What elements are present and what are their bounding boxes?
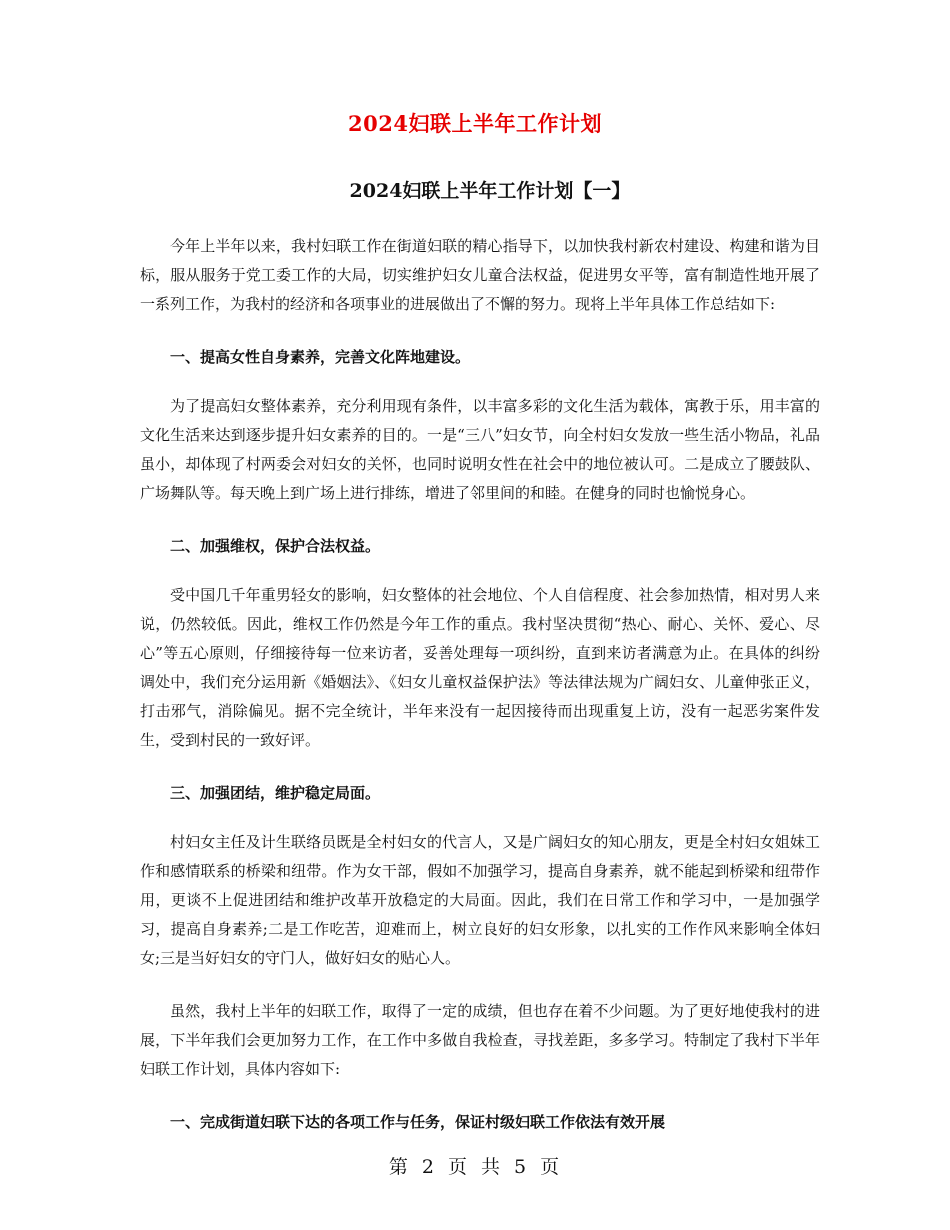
paragraph-3: 村妇女主任及计生联络员既是全村妇女的代言人，又是广阔妇女的知心朋友，更是全村妇女姐妹工作和感情联系的桥梁和纽带。作为女干部，假如不加强学习，提高自身素养，就不能起到桥梁和纽带作用，更谈不上促进团结和维护改革开放稳定的大局面。因此，我们在日常工作和学习中，一是加强学习，提高自身素养;二是工作吃苦，迎难而上，树立良好的妇女形象，以扎实的工作作风来影响全体妇女;三是当好妇女的守门人，做好妇女的贴心人。 bbox=[140, 833, 820, 967]
heading-1: 一、提高女性自身素养，完善文化阵地建设。 bbox=[170, 348, 471, 366]
section-title: 2024妇联上半年工作计划【一】 bbox=[349, 180, 631, 202]
intro-paragraph: 今年上半年以来，我村妇联工作在街道妇联的精心指导下，以加快我村新农村建设、构建和谐为目标，服从服务于党工委工作的大局，切实维护妇女儿童合法权益，促进男女平等，富有制造性地开展了一系列工作，为我村的经济和各项事业的进展做出了不懈的努力。现将上半年具体工作总结如下: bbox=[140, 237, 820, 313]
page-number-footer: 第 2 页 共 5 页 bbox=[388, 1156, 562, 1178]
heading-2: 二、加强维权，保护合法权益。 bbox=[170, 537, 381, 555]
heading-4: 一、完成街道妇联下达的各项工作与任务，保证村级妇联工作依法有效开展 bbox=[170, 1113, 666, 1131]
document-body bbox=[140, 232, 820, 1157]
heading-3: 三、加强团结，维护稳定局面。 bbox=[170, 784, 381, 802]
paragraph-4: 虽然，我村上半年的妇联工作，取得了一定的成绩，但也存在着不少问题。为了更好地使我村的进展，下半年我们会更加努力工作，在工作中多做自我检查，寻找差距，多多学习。特制定了我村下半年妇联工作计划，具体内容如下: bbox=[140, 1002, 820, 1078]
document-title: 2024妇联上半年工作计划 bbox=[348, 111, 602, 136]
paragraph-2: 受中国几千年重男轻女的影响，妇女整体的社会地位、个人自信程度、社会参加热情，相对男人来说，仍然较低。因此，维权工作仍然是今年工作的重点。我村坚决贯彻“热心、耐心、关怀、爱心、尽心”等五心原则，仔细接待每一位来访者，妥善处理每一项纠纷，直到来访者满意为止。在具体的纠纷调处中，我们充分运用新《婚姻法》、《妇女儿童权益保护法》等法律法规为广阔妇女、儿童伸张正义，打击邪气，消除偏见。据不完全统计，半年来没有一起因接待而出现重复上访，没有一起恶劣案件发生，受到村民的一致好评。 bbox=[140, 586, 820, 749]
paragraph-1: 为了提高妇女整体素养，充分利用现有条件，以丰富多彩的文化生活为载体，寓教于乐，用丰富的文化生活来达到逐步提升妇女素养的目的。一是“三八”妇女节，向全村妇女发放一些生活小物品，礼品虽小，却体现了村两委会对妇女的关怀，也同时说明女性在社会中的地位被认可。二是成立了腰鼓队、广场舞队等。每天晚上到广场上进行排练，增进了邻里间的和睦。在健身的同时也愉悦身心。 bbox=[140, 397, 820, 502]
